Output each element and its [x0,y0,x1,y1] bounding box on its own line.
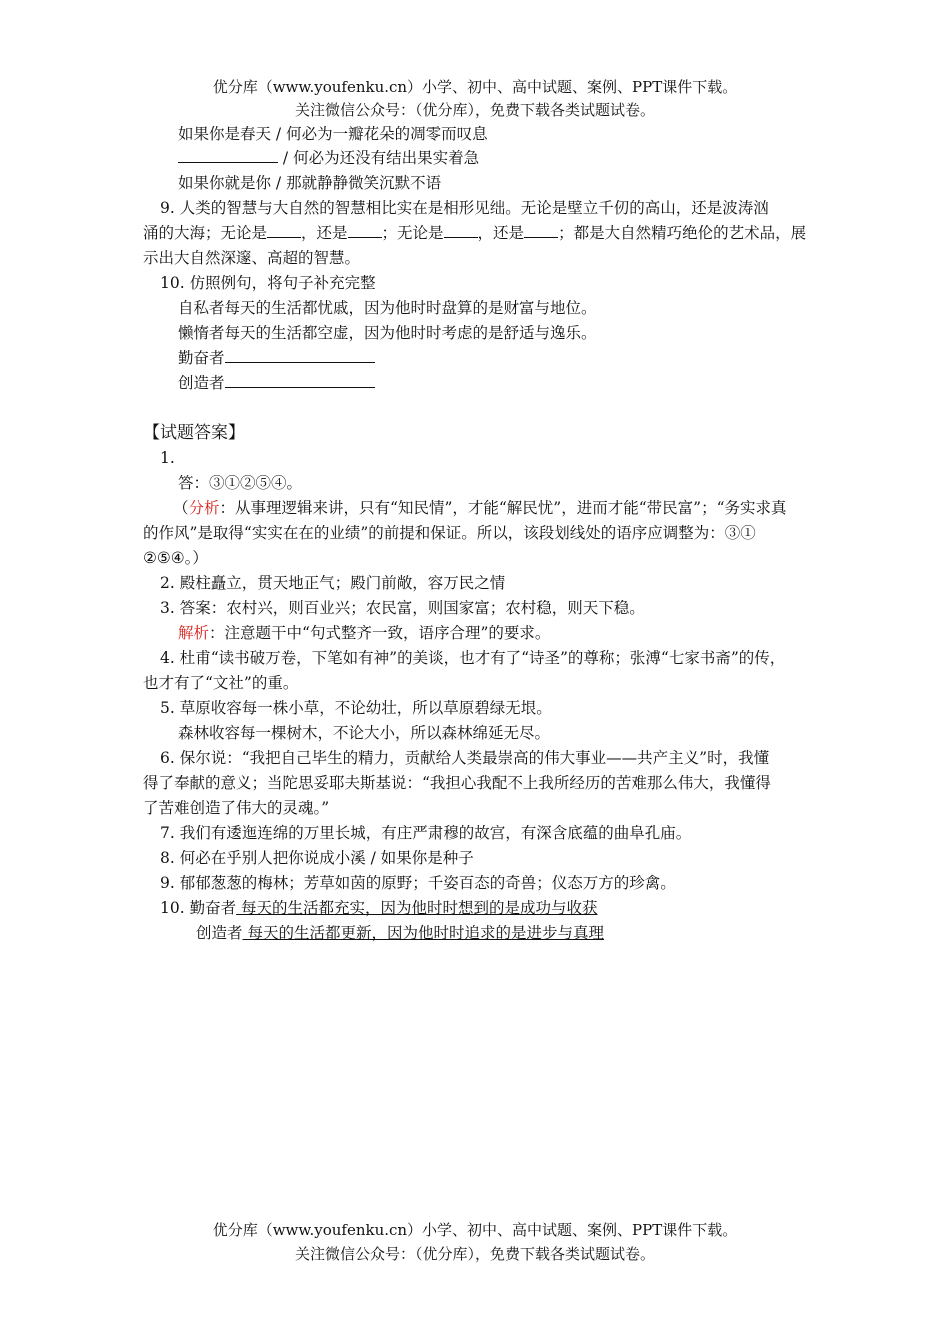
q10-blank-2[interactable] [225,372,375,388]
q9-blank-4[interactable] [524,222,558,238]
footer-line-1: 优分库（www.youfenku.cn）小学、初中、高中试题、案例、PPT课件下载。 [212,1221,738,1239]
answer-1-analysis-line-1: （分析：从事理逻辑来讲，只有“知民情”，才能“解民忧”，进而才能“带民富”；“务实求真 [173,499,787,517]
answer-7: 7. 我们有逶迤连绵的万里长城，有庄严肃穆的故宫，有深含底蕴的曲阜孔庙。 [160,824,692,842]
q10-example-1: 自私者每天的生活都忧戚，因为他时时盘算的是财富与地位。 [178,299,597,317]
answer-6-line-1: 6. 保尔说：“我把自己毕生的精力，贡献给人类最崇高的伟大事业——共产主义”时，我懂 [160,749,770,767]
answer-6-line-3: 了苦难创造了伟大的灵魂。” [143,799,330,817]
poem-line-3: 如果你就是你 / 那就静静微笑沉默不语 [178,174,442,192]
q10-example-2: 懒惰者每天的生活都空虚，因为他时时考虑的是舒适与逸乐。 [178,324,597,342]
answer-2: 2. 殿柱矗立，贯天地正气；殿门前敞，容万民之情 [160,574,506,592]
answer-10-line-1: 10. 勤奋者 每天的生活都充实，因为他时时想到的是成功与收获 [160,899,598,917]
q9-blank-1[interactable] [267,222,301,238]
q10-title: 10. 仿照例句，将句子补充完整 [160,274,376,292]
answer-1-text: 答：③①②⑤④。 [178,474,303,492]
answer-3-analysis: 解析：注意题干中“句式整齐一致，语序合理”的要求。 [178,624,551,642]
answer-5-line-1: 5. 草原收容每一株小草，不论幼壮，所以草原碧绿无垠。 [160,699,552,717]
poem-line-1: 如果你是春天 / 何必为一瓣花朵的凋零而叹息 [178,125,488,143]
answer-3: 3. 答案：农村兴，则百业兴；农民富，则国家富；农村稳，则天下稳。 [160,599,645,617]
q9-blank-3[interactable] [444,222,478,238]
header-line-1: 优分库（www.youfenku.cn）小学、初中、高中试题、案例、PPT课件下载。 [212,78,738,96]
q9-line-2: 涌的大海；无论是 ，还是 ；无论是 ，还是 ；都是大自然精巧绝伦的艺术品，展 [143,224,807,242]
q10-prompt-2: 创造者 [178,372,375,394]
analysis-label: 分析 [188,499,220,517]
q9-blank-2[interactable] [348,222,382,238]
poem-blank[interactable] [178,147,278,163]
answers-title: 【试题答案】 [143,423,245,443]
answer-1-analysis-line-3: ②⑤④。） [143,549,208,567]
q9-line-1: 9. 人类的智慧与大自然的智慧相比实在是相形见绌。无论是壁立千仞的高山，还是波涛汹 [160,199,769,217]
answer-4-line-1: 4. 杜甫“读书破万卷，下笔如有神”的美谈，也才有了“诗圣”的尊称；张溥“七家书斋”的传， [160,649,786,667]
q10-blank-1[interactable] [225,347,375,363]
footer-line-2: 关注微信公众号：（优分库），免费下载各类试题试卷。 [294,1245,655,1263]
answer-5-line-2: 森林收容每一棵树木，不论大小，所以森林绵延无尽。 [178,724,551,742]
answer-10-line-2: 创造者 每天的生活都更新，因为他时时追求的是进步与真理 [196,924,604,942]
poem-line-2: / 何必为还没有结出果实着急 [178,147,479,169]
answer-1-num: 1. [160,449,175,467]
answer-1-analysis-line-2: 的作风”是取得“实实在在的业绩”的前提和保证。所以，该段划线处的语序应调整为：③① [143,524,756,542]
answer-9: 9. 郁郁葱葱的梅林；芳草如茵的原野；千姿百态的奇兽；仪态万方的珍禽。 [160,874,676,892]
q10-prompt-1: 勤奋者 [178,347,375,369]
answer-8: 8. 何必在乎别人把你说成小溪 / 如果你是种子 [160,849,474,867]
header-line-2: 关注微信公众号：（优分库），免费下载各类试题试卷。 [294,101,655,119]
q9-line-3: 示出大自然深邃、高超的智慧。 [143,249,361,267]
answer-6-line-2: 得了奉献的意义；当陀思妥耶夫斯基说：“我担心我配不上我所经历的苦难那么伟大，我懂得 [143,774,771,792]
answer-4-line-2: 也才有了“文社”的重。 [143,674,299,692]
analysis-label: 解析 [178,624,210,642]
